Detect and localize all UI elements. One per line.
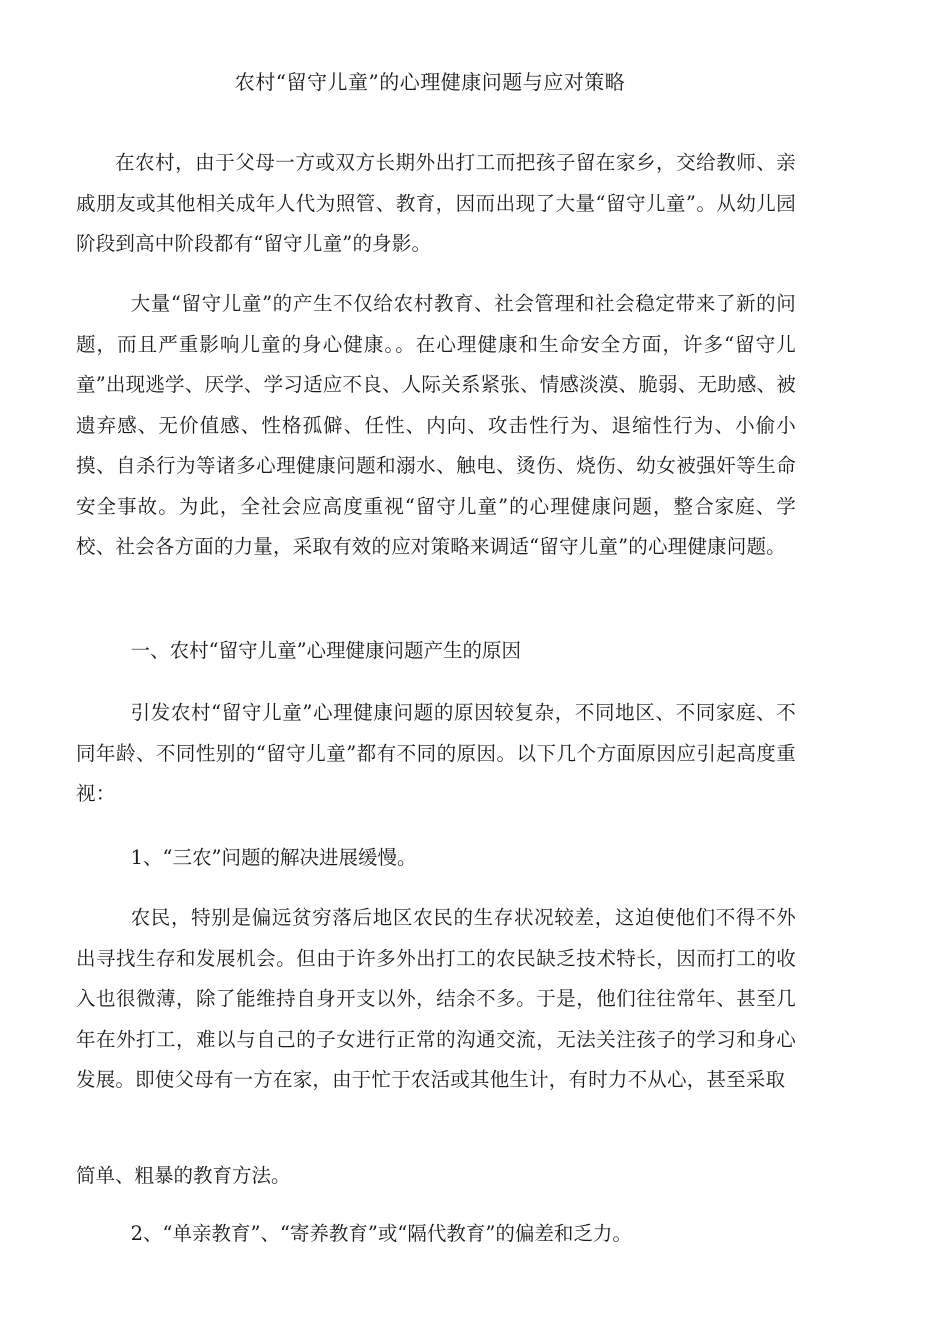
subheading-cause-2: 2、“单亲教育”、“寄养教育”或“隔代教育”的偏差和乏力。 bbox=[130, 1222, 632, 1245]
paragraph-cause-1: 农民，特别是偏远贫穷落后地区农民的生存状况较差，这迫使他们不得不外出寻找生存和发展机会。但由于许多外出打工的农民缺乏技术特长，因而打工的收入也很微薄，除了能维持自身开支以外，结余不多。于是，他们往往常年、甚至几年在外打工，难以与自己的子女进行正常的沟通交流，无法关注孩子的学习和身心发展。即使父母有一方在家，由于忙于农活或其他生计，有时力不从心，甚至采取 bbox=[76, 906, 796, 1091]
paragraph-cause-1-continued: 简单、粗暴的教育方法。 bbox=[76, 1164, 291, 1187]
paragraph-problems: 大量“留守儿童”的产生不仅给农村教育、社会管理和社会稳定带来了新的问题，而且严重影响儿童的身心健康。。在心理健康和生命安全方面，许多“留守儿童”出现逃学、厌学、学习适应不良、人际关系紧张、情感淡漠、脆弱、无助感、被遗弃感、无价值感、性格孤僻、任性、内向、攻击性行为、退缩性行为、小偷小摸、自杀行为等诸多心理健康问题和溺水、触电、烫伤、烧伤、幼女被强奸等生命安全事故。为此，全社会应高度重视“留守儿童”的心理健康问题，整合家庭、学校、社会各方面的力量，采取有效的应对策略来调适“留守儿童”的心理健康问题。 bbox=[76, 292, 796, 558]
paragraph-causes-overview: 引发农村“留守儿童”心理健康问题的原因较复杂，不同地区、不同家庭、不同年龄、不同性别的“留守儿童”都有不同的原因。以下几个方面原因应引起高度重视： bbox=[76, 701, 796, 805]
paragraph-intro: 在农村，由于父母一方或双方长期外出打工而把孩子留在家乡，交给教师、亲戚朋友或其他相关成年人代为照管、教育，因而出现了大量“留守儿童”。从幼儿园阶段到高中阶段都有“留守儿童”的身影。 bbox=[76, 151, 796, 255]
document-title: 农村“留守儿童”的心理健康问题与应对策略 bbox=[234, 70, 626, 94]
subheading-cause-1: 1、“三农”问题的解决进展缓慢。 bbox=[130, 846, 417, 869]
section-heading-causes: 一、农村“留守儿童”心理健康问题产生的原因 bbox=[130, 639, 522, 662]
